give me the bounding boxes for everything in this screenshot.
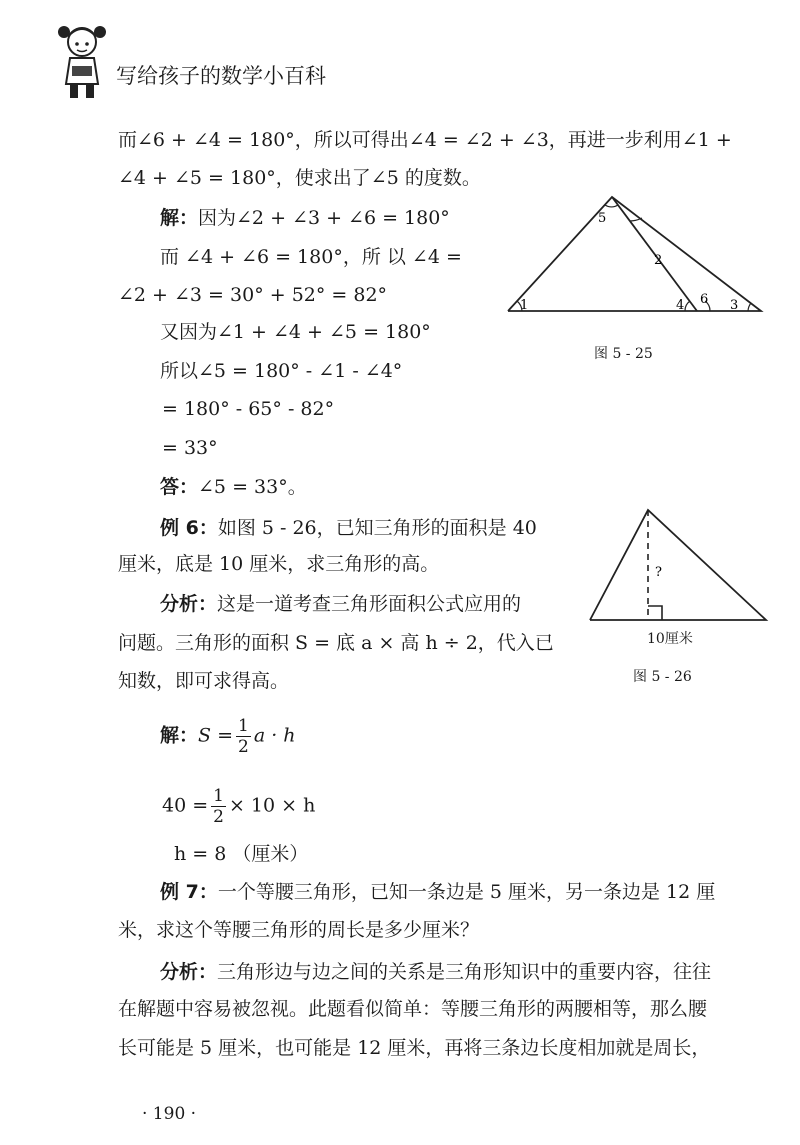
- figure-5-26-triangle: [588, 506, 768, 624]
- example-label: 例 7：: [160, 881, 218, 903]
- text-line: 长可能是 5 厘米，也可能是 12 厘米，再将三条边长度相加就是周长，: [118, 1037, 711, 1059]
- text-line: ∠4 + ∠5 = 180°，使求出了∠5 的度数。: [118, 167, 481, 189]
- angle-label: 2: [654, 253, 663, 268]
- angle-label: 5: [598, 211, 607, 226]
- right-angle-mark: [648, 606, 662, 620]
- solution-line: [160, 206, 450, 230]
- triangle-outline: [590, 510, 766, 620]
- eq-left: 40 =: [162, 794, 209, 817]
- text-line: 在解题中容易被忽视。此题看似简单：等腰三角形的两腰相等，那么腰: [118, 998, 708, 1020]
- example-text: 如图 5 - 26，已知三角形的面积是 40: [217, 517, 537, 539]
- analysis-line: [160, 960, 711, 984]
- angle-label: 1: [520, 298, 529, 313]
- text-line: 问题。三角形的面积 S = 底 a × 高 h ÷ 2，代入已: [118, 632, 554, 654]
- equation-area-formula: [160, 716, 296, 757]
- figure-caption: 图 5 - 25: [594, 346, 653, 362]
- fraction: $\frac{1}{2}$: [213, 786, 224, 827]
- eq-right: × 10 × h: [228, 794, 316, 817]
- height-label: ?: [655, 565, 662, 580]
- analysis-line: [160, 592, 521, 616]
- analysis-text: 这是一道考查三角形面积公式应用的: [217, 593, 522, 615]
- analysis-text: 三角形边与边之间的关系是三角形知识中的重要内容，往往: [217, 961, 712, 983]
- analysis-label: 分析：: [160, 593, 218, 615]
- angle-arc-3: [748, 303, 751, 311]
- figure-5-25-triangle: [500, 190, 770, 320]
- page-number: · 190 ·: [142, 1104, 197, 1124]
- equation-substitution: [162, 786, 315, 827]
- solution-label: 解：: [160, 207, 199, 229]
- angle-label: 6: [700, 292, 709, 307]
- eq-right: a · h: [253, 724, 296, 747]
- angle-label: 4: [676, 298, 685, 313]
- fraction: $\frac{1}{2}$: [238, 716, 249, 757]
- text-line: 而 ∠4 + ∠6 = 180°，所 以 ∠4 =: [160, 246, 462, 268]
- answer-line: [160, 475, 307, 499]
- base-label: 10厘米: [647, 631, 693, 647]
- solution-label: 解：: [160, 724, 199, 747]
- outer-triangle: [508, 197, 761, 311]
- answer-text: ∠5 = 33°。: [198, 476, 307, 498]
- angle-label: 3: [730, 298, 739, 313]
- example-text: 一个等腰三角形，已知一条边是 5 厘米，另一条边是 12 厘: [217, 881, 716, 903]
- example-6-line: [160, 516, 537, 540]
- angle-arc-4: [685, 301, 690, 311]
- eq-left: S =: [198, 724, 233, 747]
- text-line: = 33°: [162, 437, 218, 459]
- angle-arc-2: [630, 218, 642, 221]
- text-line: 又因为∠1 + ∠4 + ∠5 = 180°: [160, 321, 431, 343]
- answer-label: 答：: [160, 476, 199, 498]
- angle-arc-5: [605, 205, 618, 207]
- equation-result: h = 8 （厘米）: [174, 843, 309, 865]
- text-line: 而∠6 + ∠4 = 180°，所以可得出∠4 = ∠2 + ∠3，再进一步利用∠1 +: [118, 129, 732, 151]
- text-line: ∠2 + ∠3 = 30° + 52° = 82°: [118, 284, 388, 306]
- text-line: 厘米，底是 10 厘米，求三角形的高。: [118, 553, 440, 575]
- header-title: 写给孩子的数学小百科: [116, 64, 326, 88]
- analysis-label: 分析：: [160, 961, 218, 983]
- girl-mascot-icon: [52, 22, 112, 100]
- text-line: 米，求这个等腰三角形的周长是多少厘米？: [118, 919, 480, 941]
- example-7-line: [160, 880, 715, 904]
- example-label: 例 6：: [160, 517, 218, 539]
- text-line: 知数，即可求得高。: [118, 670, 290, 692]
- solution-text: 因为∠2 + ∠3 + ∠6 = 180°: [198, 207, 450, 229]
- text-line: = 180° - 65° - 82°: [162, 398, 335, 420]
- text-line: 所以∠5 = 180° - ∠1 - ∠4°: [160, 360, 403, 382]
- figure-caption: 图 5 - 26: [633, 669, 692, 685]
